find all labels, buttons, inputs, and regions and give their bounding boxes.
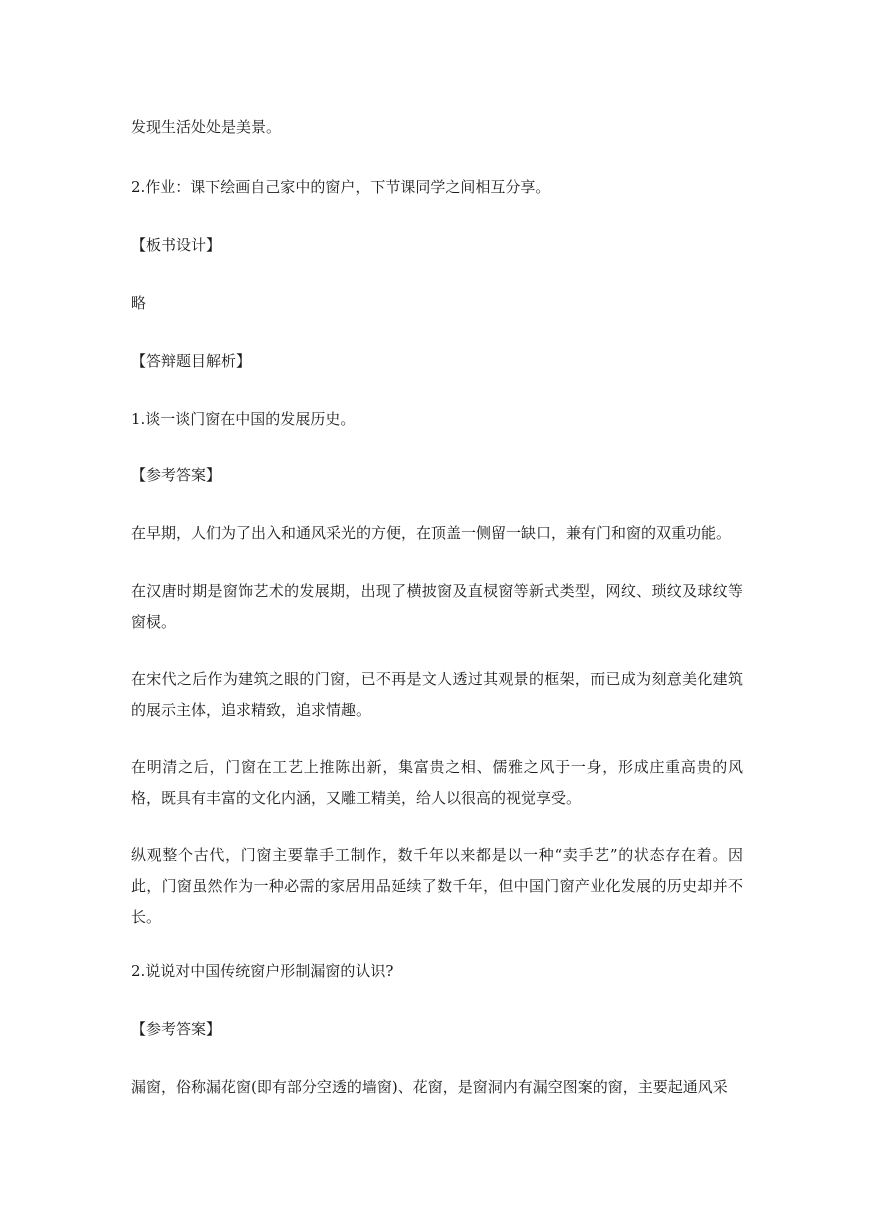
question-1: 1.谈一谈门窗在中国的发展历史。 — [131, 410, 356, 428]
paragraph-scenery-closing: 发现生活处处是美景。 — [131, 118, 282, 136]
paragraph-homework: 2.作业：课下绘画自己家中的窗户，下节课同学之间相互分享。 — [131, 178, 551, 196]
paragraph-omitted: 略 — [131, 294, 147, 312]
answer-2-lattice-window: 漏窗，俗称漏花窗(即有部分空透的墙窗)、花窗，是窗洞内有漏空图案的窗，主要起通风采 — [131, 1078, 728, 1096]
heading-board-design: 【板书设计】 — [131, 236, 222, 254]
answer-1-summary: 纵观整个古代，门窗主要靠手工制作，数千年以来都是以一种“卖手艺”的状态存在着。因此，门窗虽然作为一种必需的家居用品延续了数千年，但中国门窗产业化发展的历史却并不长。 — [131, 846, 743, 926]
answer-1-ming-qing: 在明清之后，门窗在工艺上推陈出新，集富贵之相、儒雅之风于一身，形成庄重高贵的风格，既具有丰富的文化内涵，又雕工精美，给人以很高的视觉享受。 — [131, 758, 743, 807]
question-2: 2.说说对中国传统窗户形制漏窗的认识? — [131, 962, 394, 980]
answer-1-song: 在宋代之后作为建筑之眼的门窗，已不再是文人透过其观景的框架，而已成为刻意美化建筑的展示主体，追求精致，追求情趣。 — [131, 670, 743, 719]
answer-1-early-period: 在早期，人们为了出入和通风采光的方便，在顶盖一侧留一缺口，兼有门和窗的双重功能。 — [131, 524, 732, 542]
heading-reference-answer-2: 【参考答案】 — [131, 1020, 222, 1038]
answer-1-han-tang: 在汉唐时期是窗饰艺术的发展期，出现了横披窗及直棂窗等新式类型，网纹、琐纹及球纹等窗棂。 — [131, 582, 743, 631]
heading-reference-answer-1: 【参考答案】 — [131, 466, 222, 484]
heading-defense-analysis: 【答辩题目解析】 — [131, 352, 252, 370]
